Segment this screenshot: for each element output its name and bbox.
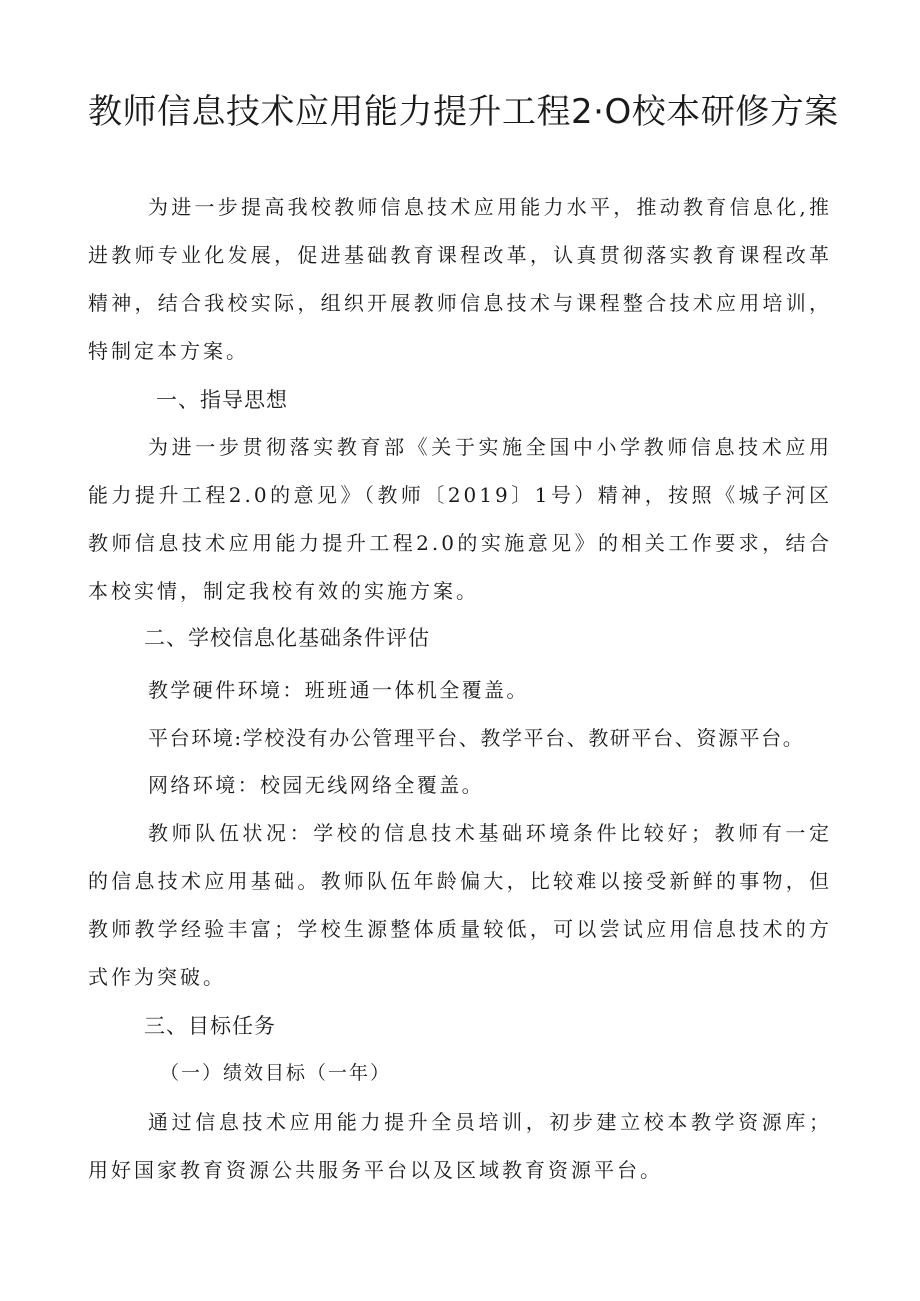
section-heading-guiding-ideology: 一、指导思想 [156, 388, 288, 412]
guiding-ideology-paragraph: 为进一步贯彻落实教育部《关于实施全国中小学教师信息技术应用能力提升工程2.0的意见》（教师〔2019〕1号）精神，按照《城子河区教师信息技术应用能力提升工程2.0的实施意见》的相关工作要求，结合本校实情，制定我校有效的实施方案。 [88, 435, 832, 603]
document-title: 教师信息技术应用能力提升工程2·O校本研修方案 [88, 92, 839, 132]
section-heading-infrastructure-assessment: 二、学校信息化基础条件评估 [144, 626, 430, 650]
subheading-performance-goals: （一）绩效目标（一年） [160, 1062, 392, 1084]
network-environment-line: 网络环境：校园无线网络全覆盖。 [148, 773, 484, 797]
hardware-environment-line: 教学硬件环境：班班通一体机全覆盖。 [148, 678, 529, 702]
intro-paragraph: 为进一步提高我校教师信息技术应用能力水平，推动教育信息化,推进教师专业化发展，促进基础教育课程改革，认真贯彻落实教育课程改革精神，结合我校实际，组织开展教师信息技术与课程整合技术应用培训，特制定本方案。 [88, 195, 832, 363]
platform-environment-line: 平台环境:学校没有办公管理平台、教学平台、教研平台、资源平台。 [148, 726, 805, 750]
section-heading-goals-tasks: 三、目标任务 [144, 1014, 276, 1038]
teacher-team-paragraph: 教师队伍状况：学校的信息技术基础环境条件比较好；教师有一定的信息技术应用基础。教师队伍年龄偏大，比较难以接受新鲜的事物，但教师教学经验丰富；学校生源整体质量较低，可以尝试应用信息技术的方式作为突破。 [88, 821, 832, 989]
performance-goals-paragraph: 通过信息技术应用能力提升全员培训，初步建立校本教学资源库；用好国家教育资源公共服务平台以及区域教育资源平台。 [88, 1110, 832, 1182]
